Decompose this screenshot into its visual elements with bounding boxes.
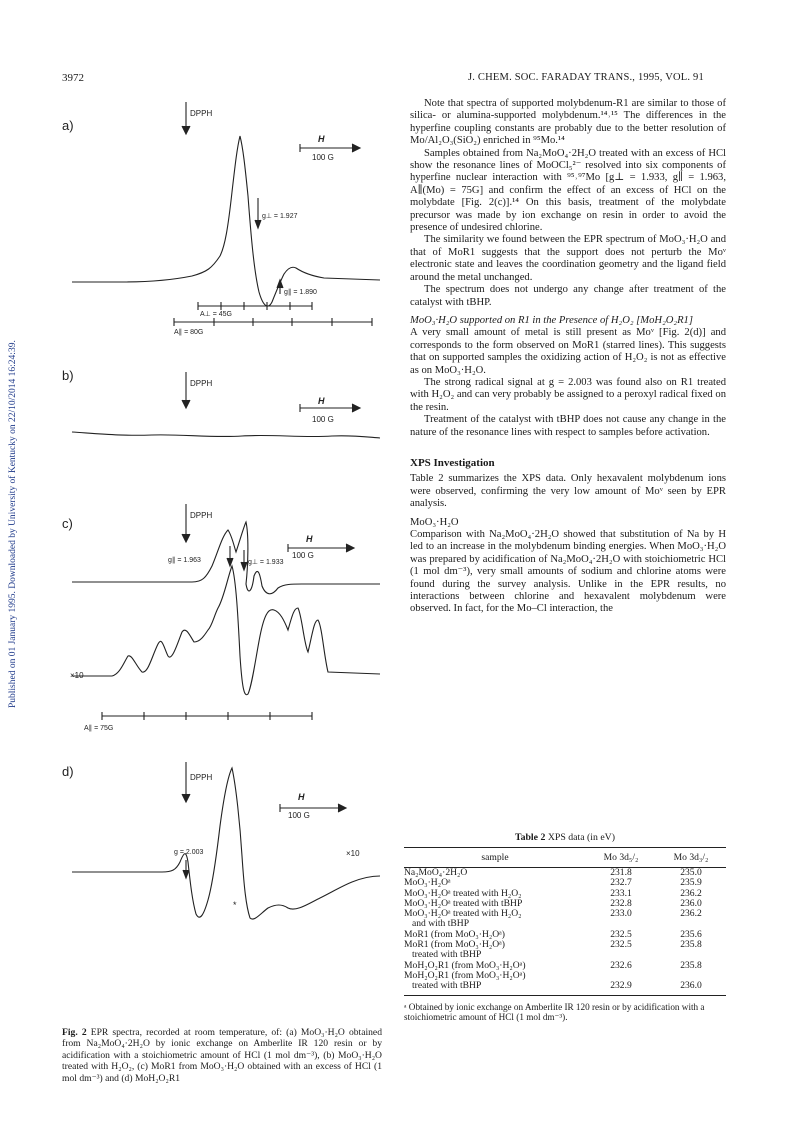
paragraph: The similarity we found between the EPR spectrum of MoO₃·H₂O and that of MoR1 suggests that the support does not perturb the Moᵛ electronic state and leaves the coordination geometry and the ligand field around the metal unchanged. [410,234,726,283]
column-header: sample [404,848,586,868]
panel-c-x10: ×10 [70,671,84,680]
table-row: treated with tBHP [412,949,482,961]
spectrum-a-trace [72,136,380,306]
panel-d [72,762,380,919]
figure-caption-label: Fig. 2 [62,1027,87,1038]
panel-c-dpph: DPPH [190,511,213,520]
panel-a-dpph: DPPH [190,109,213,118]
table-row: MoO₃·H₂Oᵃ treated with tBHP 232.8 236.0 [404,897,702,909]
panel-b-letter: b) [62,368,74,383]
spectrum-c-x10-trace [72,566,380,695]
spectrum-b-trace [72,432,380,438]
panel-d-field-label: H [298,792,305,802]
table-row: MoR1 (from MoO₃·H₂Oᵃ) 232.5 235.8 [404,939,702,951]
panel-d-letter: d) [62,764,74,779]
panel-c [72,504,380,720]
panel-a-field-label: H [318,134,325,144]
table-row: MoO₃·H₂Oᵃ treated with H₂O₂ 233.1 236.2 [404,887,702,899]
figure-caption-text: EPR spectra, recorded at room temperature, of: (a) MoO₃·H₂O obtained from Na₂MoO₄·2H₂O by ionic exchange on Amberlite IR 120 resin or by acidification with a stoichiometric amount of HCl (1 mol dm⁻³), (b) MoO₃·H₂O treated with H₂O₂, (c) MoR1 from MoO₃·H₂O obtained with an excess of HCl (1 mol dm⁻³) and (d) MoH₂O₂R1 [62,1027,382,1084]
panel-d-field-value: 100 G [288,811,310,820]
paragraph: The strong radical signal at g = 2.003 was found also on R1 treated with H₂O₂ and can very probably be assigned to a peroxyl radical fixed on the resin. [410,376,726,413]
epr-spectra-figure [62,96,382,1024]
starred-line-marker: * [233,900,237,910]
table-row: MoO₃·H₂Oᵃ 232.7 235.9 [404,877,702,889]
right-column-text [410,98,726,616]
download-notice [8,198,26,708]
panel-a-letter: a) [62,118,74,133]
paragraph: Note that spectra of supported molybdenum-R1 are similar to those of silica- or alumina-supported molybdenum.¹⁴˒¹⁵ The differences in the hyperfine coupling constants are probably due to the better resolution of Mo/Al₂O₃(SiO₂) enriched in ⁹⁵Mo.¹⁴ [410,98,726,147]
column-header: Mo 3d₃/₂ [656,848,726,868]
panel-c-g-perp: g⊥ = 1.933 [248,559,284,566]
panel-a-a-par: A∥ = 80G [174,329,204,336]
table-row: treated with tBHP 232.9 236.0 [404,981,726,995]
panel-d-g: g = 2.003 [174,849,204,856]
table-title: Table 2 XPS data (in eV) [514,832,616,843]
xps-table [404,832,726,1023]
panel-d-x10: ×10 [346,849,360,858]
paragraph: Treatment of the catalyst with tBHP does not cause any change in the nature of the resonance lines with respect to samples before activation. [410,414,726,438]
panel-c-field-value: 100 G [292,551,314,560]
panel-b-dpph: DPPH [190,379,213,388]
table-row: Na₂MoO₄·2H₂O 231.8 235.0 [404,867,702,878]
section-heading-xps: XPS Investigation [410,456,495,469]
paragraph: Comparison with Na₂MoO₄·2H₂O showed that substitution of Na by H led to an increase in the molybdenum binding energies. When MoO₃·H₂O was prepared by acidification of Na₂MoO₄·2H₂O with stoichiometric HCl (1 mol dm⁻³), very small amounts of sodium and chlorine atoms were found during the survey analysis. Unlike in the EPR results, no interactions between chlorine and hexavalent molybdenum were observed. In fact, for the Mo–Cl interaction, the [410,529,726,615]
table-row: and with tBHP [412,918,470,930]
panel-c-a-par: A∥ = 75G [84,725,114,732]
panel-a-a-perp: A⊥ = 45G [200,311,232,318]
spectrum-c-trace [72,522,380,594]
panel-a-g-par: g∥ = 1.890 [284,289,317,296]
table-row: MoH₂O₂R1 (from MoO₃·H₂Oᵃ) 232.6 235.8 [404,959,702,971]
panel-b [72,372,380,438]
table-row: MoO₃·H₂Oᵃ treated with H₂O₂ 233.0 236.2 [404,908,702,920]
panel-c-letter: c) [62,516,73,531]
page-number: 3972 [62,72,84,84]
panel-d-dpph: DPPH [190,773,213,782]
panel-a-field-value: 100 G [312,153,334,162]
paragraph: The spectrum does not undergo any change after treatment of the catalyst with tBHP. [410,284,726,308]
subheading: MoO₃·H₂O supported on R1 in the Presence of H₂O₂ [MoH₂O₂R1] [410,314,693,326]
panel-a-g-perp: g⊥ = 1.927 [262,213,298,220]
panel-a [72,102,380,326]
table-body [404,847,726,996]
table-footnote: ᵃ Obtained by ionic exchange on Amberlite IR 120 resin or by acidification with a stoichiometric amount of HCl (1 mol dm⁻³). [404,1001,705,1023]
table-row: MoH₂O₂R1 (from MoO₃·H₂Oᵃ) [404,969,526,981]
paragraph: Samples obtained from Na₂MoO₄·2H₂O treated with an excess of HCl show the resonance lines of MoOCl₅²⁻ resolved into six components of hyperfine nuclear interaction with ⁹⁵˒⁹⁷Mo [g⊥ = 1.933, g∥ = 1.963, A∥(Mo) = 75G] and confirm the effect of an excess of HCl on the molybdate [Fig. 2(c)].¹⁴ On this basis, treatment of the molybdate precursor was made by ion exchange on resin in order to avoid the presence of undesired chlorine. [410,147,726,234]
journal-header: J. CHEM. SOC. FARADAY TRANS., 1995, VOL. 91 [468,72,704,83]
panel-c-field-label: H [306,534,313,544]
table-row: MoR1 (from MoO₃·H₂Oᵃ) 232.5 235.6 [404,928,702,940]
figure-caption [62,1027,382,1084]
panel-b-field-label: H [318,396,325,406]
subheading: MoO₃·H₂O [410,516,459,528]
paragraph: A very small amount of metal is still present as Moᵛ [Fig. 2(d)] and corresponds to the form observed on MoR1 (starred lines). This suggests that on supported samples the oxidizing action of H₂O₂ is not as effective as on MoO₃·H₂O. [410,327,726,376]
panel-c-g-par: g∥ = 1.963 [168,557,201,564]
spectrum-d-trace [72,768,380,919]
table-header-row [404,848,726,868]
column-header: Mo 3d₅/₂ [586,848,656,868]
paragraph: Table 2 summarizes the XPS data. Only hexavalent molybdenum ions were observed, confirming the very low amount of Moᵛ seen by EPR analysis. [410,473,726,510]
download-notice-text: Published on 01 January 1995. Downloaded by University of Kentucky on 22/10/2014 16:24:39. [8,340,18,708]
panel-b-field-value: 100 G [312,415,334,424]
